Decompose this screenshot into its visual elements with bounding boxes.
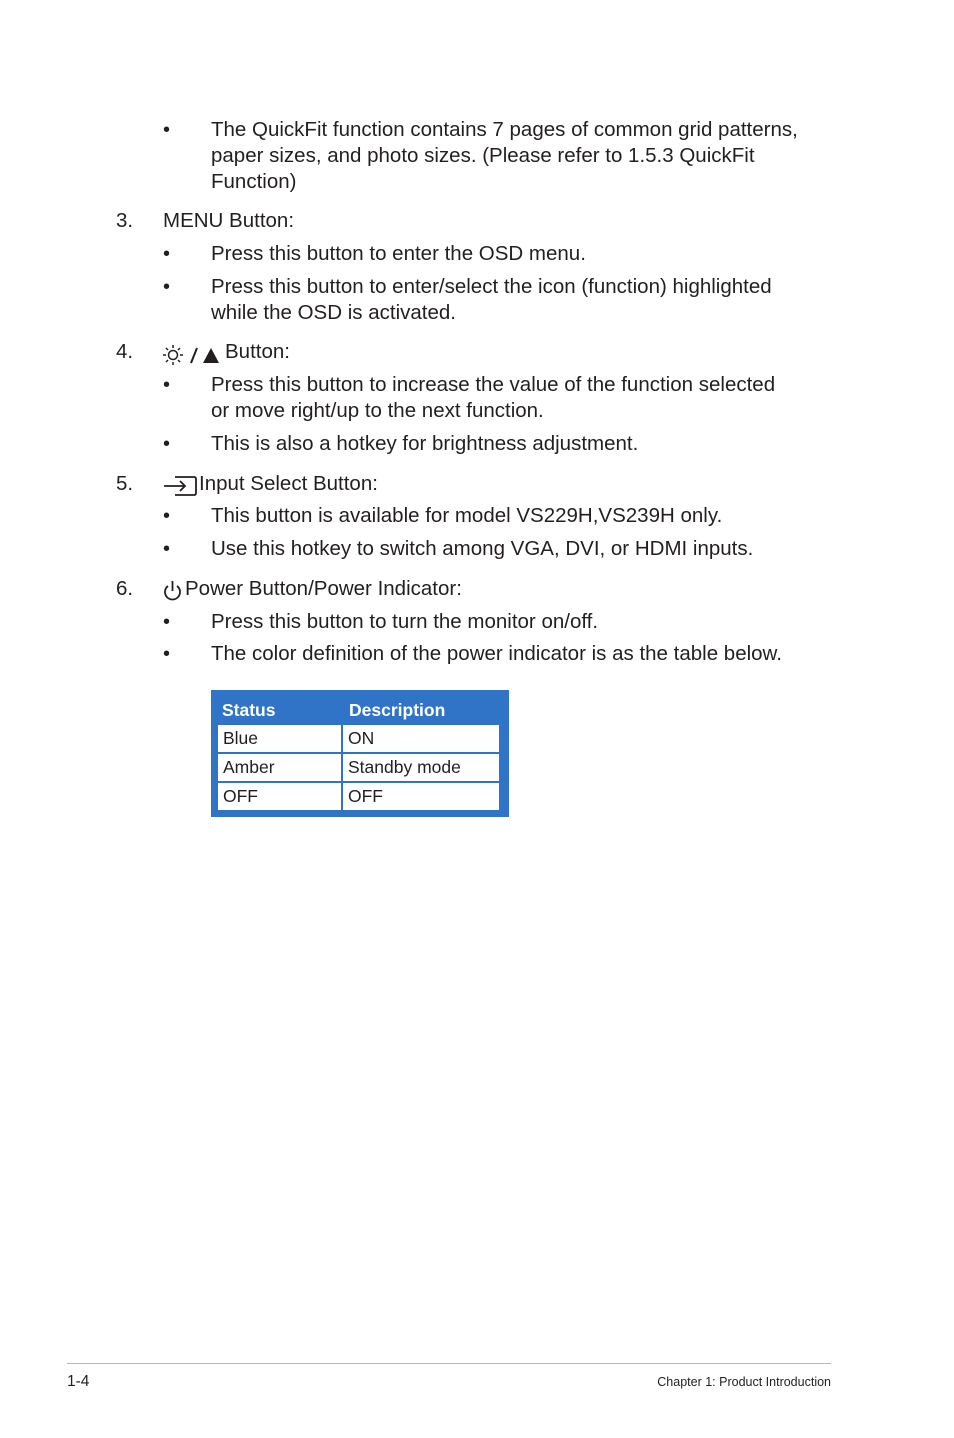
- input-select-icon: [163, 473, 199, 497]
- description-cell: Standby mode: [342, 753, 500, 782]
- bullet-glyph: •: [163, 643, 171, 665]
- bullet-text: Press this button to enter/select the icon (function) highlighted: [211, 275, 772, 298]
- brightness-up-icon: [163, 341, 225, 365]
- chapter-title: Chapter 1: Product Introduction: [657, 1375, 831, 1389]
- table-header-row: [217, 695, 500, 725]
- bullet-glyph: •: [163, 374, 171, 396]
- intro-bullet-line: paper sizes, and photo sizes. (Please refer to 1.5.3 QuickFit: [211, 144, 755, 167]
- footer-divider: [67, 1363, 831, 1364]
- item-title: Input Select Button:: [199, 472, 378, 495]
- intro-bullet-line: Function): [211, 170, 297, 193]
- intro-bullet-line: The QuickFit function contains 7 pages of common grid patterns,: [211, 118, 798, 141]
- bullet-text: The color definition of the power indicator is as the table below.: [211, 642, 782, 665]
- bullet-glyph: •: [163, 119, 171, 141]
- item-number: 6.: [116, 577, 134, 600]
- table-row: [217, 782, 500, 811]
- status-cell: OFF: [217, 782, 342, 811]
- bullet-text: Use this hotkey to switch among VGA, DVI, or HDMI inputs.: [211, 537, 754, 560]
- bullet-glyph: •: [163, 276, 171, 298]
- power-icon: [163, 578, 185, 602]
- item-number: 4.: [116, 340, 134, 363]
- item-number: 3.: [116, 209, 134, 232]
- bullet-text: This is also a hotkey for brightness adjustment.: [211, 432, 639, 455]
- item-title: MENU Button:: [163, 209, 295, 232]
- header-status: Status: [217, 695, 342, 725]
- bullet-text: Press this button to increase the value of the function selected: [211, 373, 776, 396]
- bullet-text: Press this button to turn the monitor on/off.: [211, 610, 599, 633]
- bullet-glyph: •: [163, 611, 171, 633]
- bullet-glyph: •: [163, 243, 171, 265]
- bullet-text: or move right/up to the next function.: [211, 399, 544, 422]
- bullet-text: This button is available for model VS229H,VS239H only.: [211, 504, 723, 527]
- item-title-row: [163, 471, 378, 497]
- status-cell: Amber: [217, 753, 342, 782]
- header-description: Description: [342, 695, 500, 725]
- table-row: [217, 725, 500, 753]
- power-indicator-table: [211, 690, 509, 817]
- item-title: Power Button/Power Indicator:: [185, 577, 462, 600]
- item-title-row: [163, 339, 290, 365]
- description-cell: OFF: [342, 782, 500, 811]
- bullet-glyph: •: [163, 538, 171, 560]
- table-row: [217, 753, 500, 782]
- bullet-text: Press this button to enter the OSD menu.: [211, 242, 586, 265]
- bullet-text: while the OSD is activated.: [211, 301, 456, 324]
- item-title-row: [163, 576, 462, 602]
- status-table: [216, 695, 502, 812]
- item-title: Button:: [225, 340, 290, 363]
- bullet-glyph: •: [163, 505, 171, 527]
- bullet-glyph: •: [163, 433, 171, 455]
- description-cell: ON: [342, 725, 500, 753]
- status-cell: Blue: [217, 725, 342, 753]
- item-number: 5.: [116, 472, 134, 495]
- page-number: 1-4: [67, 1373, 90, 1390]
